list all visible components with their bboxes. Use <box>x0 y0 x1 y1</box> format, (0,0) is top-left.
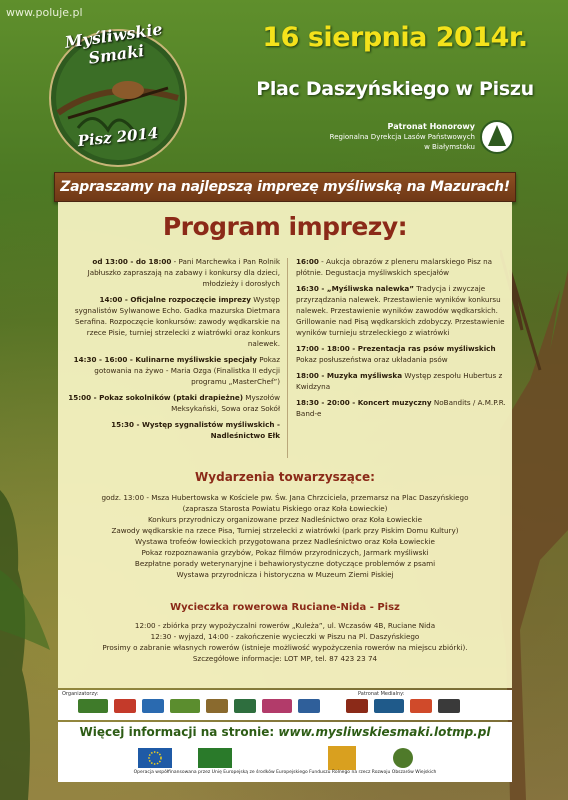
sponsor-logo <box>170 699 200 713</box>
program-entry: 18:00 - Muzyka myśliwska Występ zespołu Hubertus z Kwidzyna <box>296 371 503 391</box>
organizers-label: Organizatorzy: <box>62 691 99 697</box>
bike-trip-line: Prosimy o zabranie własnych rowerów (istnieje możliwość wypożyczenia rowerów na miejscu zbiórki). <box>102 643 468 652</box>
program-entry: 15:00 - Pokaz sokolników (ptaki drapieżne) Myszołów Meksykański, Sowa oraz Sokół <box>68 393 280 413</box>
website-link[interactable]: www.mysliwskiesmaki.lotmp.pl <box>278 725 491 739</box>
more-info-line <box>58 722 512 742</box>
program-entry: 14:30 - 16:00 - Kulinarne myśliwskie specjały Pokaz gotowania na żywo - Maria Ozga (Finalistka II edycji programu „MasterChef”) <box>73 355 280 386</box>
sponsor-logo <box>234 699 256 713</box>
patronage-title: Patronat Honorowy <box>387 122 475 131</box>
events-line: Konkurs przyrodniczy organizowane przez Nadleśnictwo oraz Koła Łowieckie <box>147 515 423 524</box>
patronage <box>300 122 475 152</box>
patronage-line-2: w Białymstoku <box>424 143 475 151</box>
program-right-column <box>296 256 506 424</box>
events-line: Wystawa trofeów łowieckich przygotowana przez Nadleśnictwo oraz Koła Łowieckie <box>135 537 435 546</box>
tree-illustration <box>0 450 60 800</box>
sponsor-logos <box>58 690 512 720</box>
program-entry: 18:30 - 20:00 - Koncert muzyczny NoBandits / A.M.P.R. Band-e <box>296 398 506 418</box>
sponsor-logo <box>262 699 292 713</box>
events-line: Wystawa przyrodnicza i historyczna w Muzeum Ziemi Piskiej <box>176 570 394 579</box>
sponsor-logo <box>298 699 320 713</box>
column-divider <box>287 258 288 458</box>
more-info-prefix: Więcej informacji na stronie: <box>79 725 275 739</box>
bike-trip-line: 12:30 - wyjazd, 14:00 - zakończenie wycieczki w Piszu na Pl. Daszyńskiego <box>150 632 420 641</box>
watermark: www.poluje.pl <box>6 6 83 19</box>
bike-trip-list <box>68 620 502 664</box>
media-patrons-label: Patronat Medialny: <box>358 691 405 697</box>
sponsor-logo <box>206 699 228 713</box>
logo-title: Myśliwskie Smaki <box>63 19 164 68</box>
sponsor-logo <box>114 699 136 713</box>
invitation-banner: Zapraszamy na najlepszą imprezę myśliwską na Mazurach! <box>54 172 516 202</box>
bike-trip-title: Wycieczka rowerowa Ruciane-Nida - Pisz <box>170 602 400 613</box>
sponsor-logo <box>410 699 432 713</box>
program-entry: 14:00 - Oficjalne rozpoczęcie imprezy Występ sygnalistów Sylwanowe Echo. Gadka mazurska Dietmara Serafina. Rozpoczęcie konkursów: zawody wędkarskie na rzece Pisie, turniej strzelecki z wiatrówki oraz konkurs nalewek. <box>74 295 280 348</box>
program-panel <box>58 202 512 688</box>
lasy-panstwowe-logo <box>480 120 514 154</box>
sponsor-logo <box>374 699 404 713</box>
bike-trip-line: Szczegółowe informacje: LOT MP, tel. 87 423 23 74 <box>192 654 378 663</box>
program-title: Program imprezy: <box>162 212 408 241</box>
sponsor-logo <box>78 699 108 713</box>
sponsor-logo <box>438 699 460 713</box>
events-line: godz. 13:00 - Msza Hubertowska w Kościele pw. Św. Jana Chrzciciela, przemarsz na Plac Daszyńskiego <box>101 493 469 502</box>
eu-funding-logos <box>58 742 512 782</box>
program-entry: od 13:00 - do 18:00 - Pani Marchewka i Pan Rolnik Jabłuszko zapraszają na zabawy i konkursy dla dzieci, młodzieży i dorosłych <box>87 257 280 288</box>
program-entry: 15:30 - Występ sygnalistów myśliwskich - Nadleśnictwo Ełk <box>111 420 280 440</box>
events-line: Bezpłatne porady weterynaryjne i behawiorystyczne dotyczące problemów z psami <box>134 559 436 568</box>
program-entry: 16:00 - Aukcja obrazów z pleneru malarskiego Pisz na płótnie. Degustacja myśliwskich specjałów <box>296 257 493 277</box>
program-entry: 16:30 - „Myśliwska nalewka” Tradycja i zwyczaje przyrządzania nalewek. Przestawienie wyników konkursu nalewek. Przestawienie wyników zawodów wędkarskich. Grillowanie nad Pisą wędkarskich zdobyczy. Przestawienie wyników turnieju strzeleckiego z wiatrówki <box>296 284 505 337</box>
events-list <box>68 492 502 580</box>
eu-logos <box>58 742 512 782</box>
patronage-line-1: Regionalna Dyrekcja Lasów Państwowych <box>329 133 475 141</box>
sponsor-logo <box>346 699 368 713</box>
events-line: Pokaz rozpoznawania grzybów, Pokaz filmów przyrodniczych, Jarmark myśliwski <box>141 548 429 557</box>
program-left-column <box>66 256 280 446</box>
events-line: (zaprasza Starosta Powiatu Piskiego oraz Koła Łowieckie) <box>182 504 388 513</box>
events-title: Wydarzenia towarzyszące: <box>195 470 375 484</box>
event-date: 16 sierpnia 2014r. <box>262 22 528 53</box>
event-place: Plac Daszyńskiego w Piszu <box>256 78 534 100</box>
bike-trip-line: 12:00 - zbiórka przy wypożyczalni rowerów „Kuleża”, ul. Wczasów 4B, Ruciane Nida <box>134 621 436 630</box>
events-line: Zawody wędkarskie na rzece Pisa, Turniej strzelecki z wiatrówki (park przy Piskim Domu Kultury) <box>111 526 459 535</box>
footer-note: Operacja współfinansowana przez Unię Europejską ze środków Europejskiego Funduszu Rolnego na rzecz Rozwoju Obszarów Wiejskich <box>133 770 437 775</box>
logo-subtitle: Pisz 2014 <box>76 123 160 151</box>
program-entry: 17:00 - 18:00 - Prezentacja ras psów myśliwskich Pokaz posłuszeństwa oraz układania psów <box>296 344 496 364</box>
sponsor-logo <box>142 699 164 713</box>
